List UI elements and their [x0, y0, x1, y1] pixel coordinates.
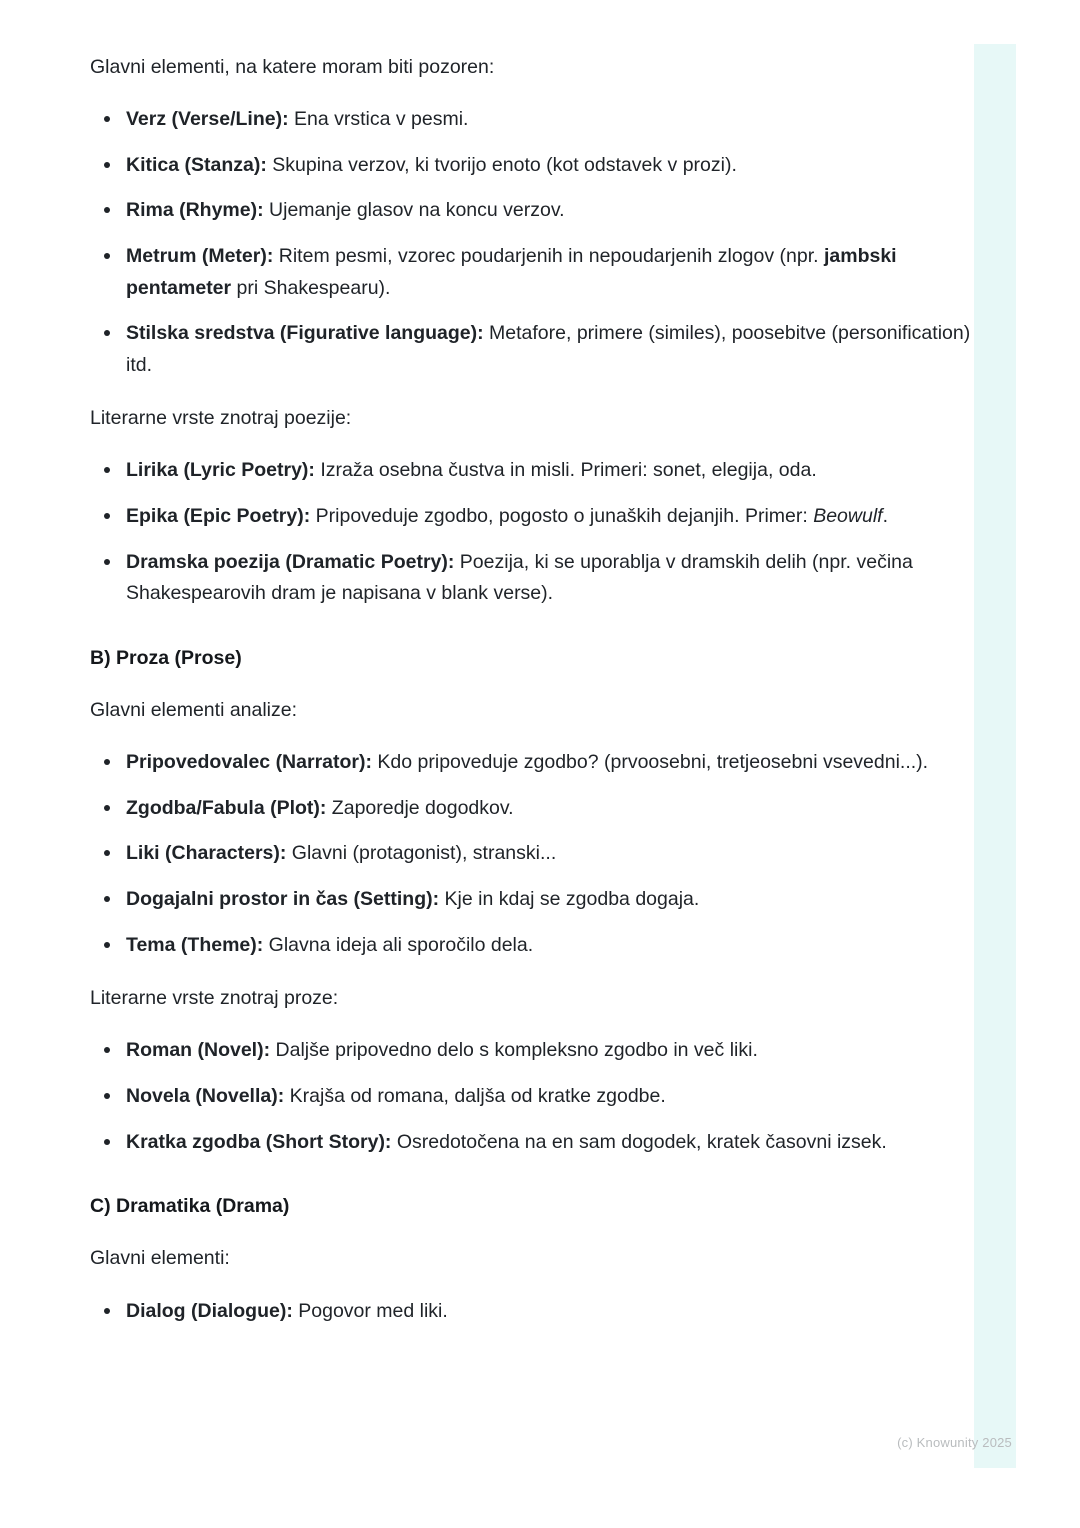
list-item-text: Ritem pesmi, vzorec poudarjenih in nepoudarjenih zlogov (npr. — [273, 244, 824, 267]
list-item-term: Roman (Novel): — [126, 1039, 271, 1062]
list-item-text: Ujemanje glasov na koncu verzov. — [263, 199, 565, 222]
list-item-text: Osredotočena na en sam dogodek, kratek časovni izsek. — [391, 1130, 887, 1153]
list-item-text-continued: . — [882, 505, 888, 528]
list-item-text: Pripoveduje zgodbo, pogosto o junaških dejanjih. Primer: — [310, 505, 814, 528]
paragraph: Literarne vrste znotraj proze: — [90, 987, 339, 1010]
list-item-text: Glavna ideja ali sporočilo dela. — [263, 933, 534, 956]
watermark-label: (c) Knowunity 2025 — [897, 1435, 1012, 1450]
bullet-list — [90, 1035, 984, 1158]
list-item-term: Kitica (Stanza): — [126, 153, 267, 176]
list-item-term: Stilska sredstva (Figurative language): — [126, 322, 484, 345]
list-item — [90, 838, 984, 870]
list-item-term: Lirika (Lyric Poetry): — [126, 459, 315, 482]
list-item-text: Kdo pripoveduje zgodbo? (prvoosebni, tretjeosebni vsevedni...). — [372, 751, 929, 774]
list-item — [90, 501, 984, 533]
list-item-text-continued: pri Shakespearu). — [231, 276, 391, 299]
list-item-term: Pripovedovalec (Narrator): — [126, 751, 372, 774]
bullet-list — [90, 104, 984, 381]
list-item-term: Tema (Theme): — [126, 933, 264, 956]
list-item-text: Skupina verzov, ki tvorijo enoto (kot odstavek v prozi). — [266, 153, 737, 176]
list-item-term: Verz (Verse/Line): — [126, 108, 289, 131]
document-blocks — [90, 52, 984, 1327]
list-item-term: Kratka zgodba (Short Story): — [126, 1130, 392, 1153]
list-item-text: Metafore, primere (similes), poosebitve (personification) itd. — [126, 322, 971, 376]
list-item-term-emphasis: jambski pentameter — [126, 244, 897, 299]
paragraph: Glavni elementi: — [90, 1247, 230, 1270]
list-item — [90, 793, 984, 825]
list-item-term: Epika (Epic Poetry): — [126, 505, 311, 528]
section-heading: B) Proza (Prose) — [90, 646, 242, 669]
list-item — [90, 884, 984, 916]
list-item — [90, 1127, 984, 1159]
list-item-text: Glavni (protagonist), stranski... — [286, 842, 557, 865]
list-item-text: Daljše pripovedno delo s kompleksno zgodbo in več liki. — [270, 1039, 758, 1062]
list-item — [90, 195, 984, 227]
list-item-term: Dialog (Dialogue): — [126, 1299, 293, 1322]
list-item-text: Izraža osebna čustva in misli. Primeri: sonet, elegija, oda. — [314, 459, 817, 482]
list-item-title-italic: Beowulf — [813, 505, 883, 528]
list-item-text: Zaporedje dogodkov. — [326, 796, 514, 819]
bullet-list — [90, 747, 984, 961]
list-item-term: Liki (Characters): — [126, 842, 287, 865]
list-item-text: Pogovor med liki. — [292, 1299, 448, 1322]
list-item-term: Metrum (Meter): — [126, 244, 274, 267]
list-item — [90, 150, 984, 182]
list-item — [90, 455, 984, 487]
list-item-text: Kje in kdaj se zgodba dogaja. — [439, 888, 700, 910]
list-item — [90, 1296, 984, 1328]
list-item-text: Ena vrstica v pesmi. — [288, 108, 469, 131]
list-item-term: Zgodba/Fabula (Plot): — [126, 796, 327, 819]
list-item — [90, 547, 984, 610]
paragraph: Literarne vrste znotraj poezije: — [90, 407, 352, 430]
list-item-text: Poezija, ki se uporablja v dramskih delih (npr. večina Shakespearovih dram je napisana v blank verse). — [126, 550, 913, 605]
list-item — [90, 747, 984, 779]
paragraph: Glavni elementi, na katere moram biti pozoren: — [90, 56, 495, 78]
list-item — [90, 930, 984, 962]
list-item — [90, 104, 984, 136]
bullet-list — [90, 1296, 984, 1328]
bullet-list — [90, 455, 984, 609]
list-item-term: Novela (Novella): — [126, 1084, 285, 1107]
list-item-term: Dramska poezija (Dramatic Poetry): — [126, 550, 455, 573]
list-item-term: Dogajalni prostor in čas (Setting): — [126, 888, 440, 910]
section-heading: C) Dramatika (Drama) — [90, 1195, 290, 1218]
list-item — [90, 1081, 984, 1113]
list-item-term: Rima (Rhyme): — [126, 199, 264, 222]
paragraph: Glavni elementi analize: — [90, 699, 298, 722]
list-item — [90, 1035, 984, 1067]
list-item — [90, 318, 984, 381]
list-item — [90, 241, 984, 304]
list-item-text: Krajša od romana, daljša od kratke zgodbe. — [284, 1084, 666, 1107]
